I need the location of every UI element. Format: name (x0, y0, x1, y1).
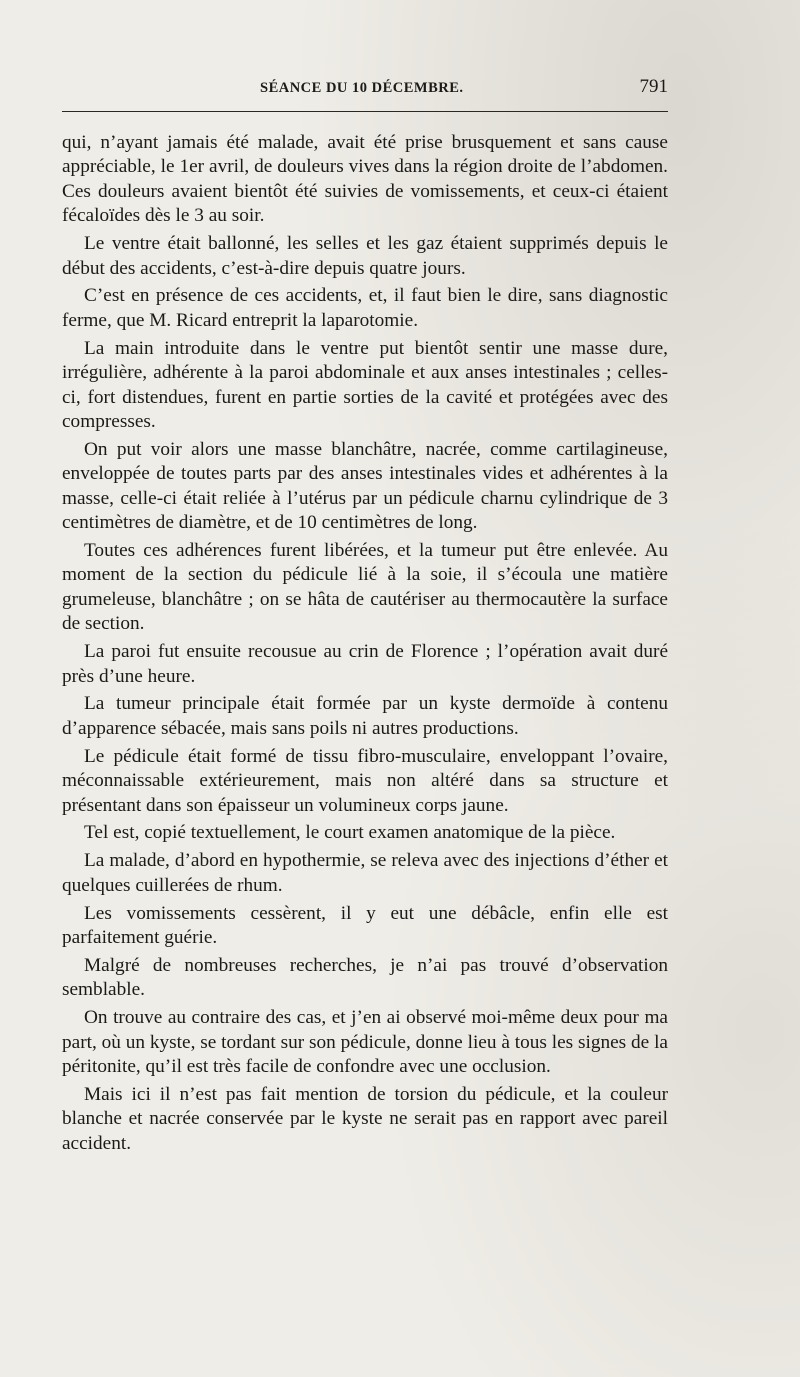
page-number: 791 (639, 76, 668, 97)
paragraph-5: On put voir alors une masse blanchâtre, nacrée, comme cartilagineuse, enveloppée de toutes parts par des anses intestinales vides et adhérentes à la masse, celle-ci était reliée à l’utérus par un pédicule charnu cylindrique de 3 centimètres de diamètre, et de 10 centimètres de long. (62, 438, 668, 534)
paragraph-8: La tumeur principale était formée par un kyste dermoïde à contenu d’apparence sébacée, mais sans poils ni autres productions. (62, 693, 668, 739)
paragraph-6: Toutes ces adhérences furent libérées, et la tumeur put être enlevée. Au moment de la section du pédicule lié à la soie, il s’écoula une matière grumeleuse, blanchâtre ; on se hâta de cautériser au thermocautère la surface de section. (62, 540, 668, 635)
paragraph-12: Les vomissements cessèrent, il y eut une débâcle, enfin elle est parfaitement guérie. (62, 902, 668, 949)
paragraph-7: La paroi fut ensuite recousue au crin de Florence ; l’opération avait duré près d’une heure. (62, 641, 668, 687)
paragraph-1: qui, n’ayant jamais été malade, avait été prise brusquement et sans cause appréciable, le 1er avril, de douleurs vives dans la région droite de l’abdomen. Ces douleurs avaient bientôt été suivies de vomissements, et ceux-ci étaient fécaloïdes dès le 3 au soir. (62, 132, 668, 227)
body-text (62, 131, 668, 1160)
paragraph-11: La malade, d’abord en hypothermie, se releva avec des injections d’éther et quelques cuillerées de rhum. (62, 850, 668, 896)
header-rule (62, 111, 668, 112)
paragraph-14: On trouve au contraire des cas, et j’en ai observé moi-même deux pour ma part, où un kyste, se tordant sur son pédicule, donne lieu à tous les signes de la péritonite, qu’il est très facile de confondre avec une occlusion. (62, 1007, 668, 1078)
paragraph-3: C’est en présence de ces accidents, et, il faut bien le dire, sans diagnostic ferme, que M. Ricard entreprit la laparotomie. (62, 285, 668, 331)
paragraph-10: Tel est, copié textuellement, le court examen anatomique de la pièce. (84, 822, 616, 844)
running-title: SÉANCE DU 10 DÉCEMBRE. (260, 80, 464, 96)
paragraph-13: Malgré de nombreuses recherches, je n’ai pas trouvé d’observation semblable. (62, 955, 668, 1001)
paragraph-9: Le pédicule était formé de tissu fibro-musculaire, enveloppant l’ovaire, méconnaissable extérieurement, mais non altéré dans sa structure et présentant dans son épaisseur un volumineux corps jaune. (62, 745, 668, 816)
paragraph-4: La main introduite dans le ventre put bientôt sentir une masse dure, irrégulière, adhérente à la paroi abdominale et aux anses intestinales ; celles-ci, fort distendues, furent en partie sorties de la cavité et protégées avec des compresses. (62, 337, 668, 432)
running-head (62, 77, 668, 103)
paragraph-15: Mais ici il n’est pas fait mention de torsion du pédicule, et la couleur blanche et nacrée conservée par le kyste ne serait pas en rapport avec pareil accident. (62, 1084, 668, 1154)
paragraph-2: Le ventre était ballonné, les selles et les gaz étaient supprimés depuis le début des accidents, c’est-à-dire depuis quatre jours. (62, 233, 668, 279)
